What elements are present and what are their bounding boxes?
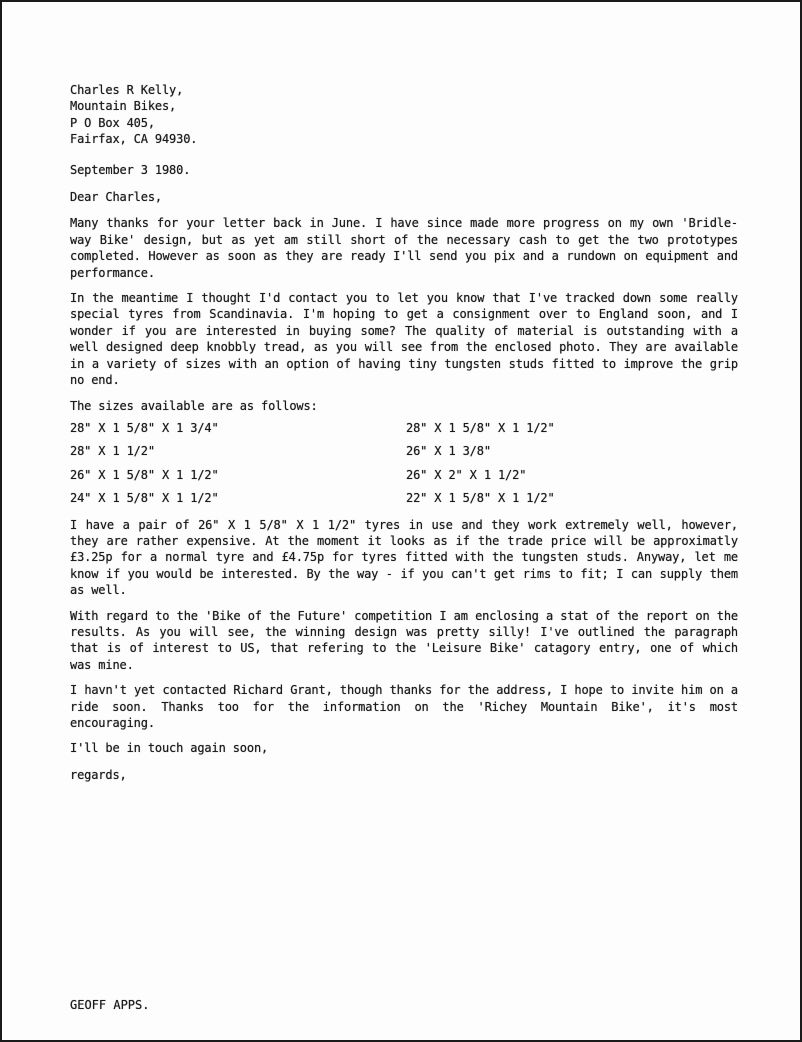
size-item: 24" X 1 5/8" X 1 1/2" xyxy=(70,491,219,506)
paragraph-competition: With regard to the 'Bike of the Future' competition I am enclosing a stat of the report on the results. As you will see, the winning design was pretty silly! I've outlined the paragraph that is of interest to US, that refering to the 'Leisure Bike' catagory entry, one of which was mine. xyxy=(70,608,738,672)
letter-date: September 3 1980. xyxy=(70,162,191,177)
paragraph-tyres: In the meantime I thought I'd contact you to let you know that I've tracked down some really special tyres from Scandinavia. I'm hoping to get a consignment over to England soon, and I wonder if you are interested in buying some? The quality of material is outstanding with a well designed deep knobbly tread, as you will see from the enclosed photo. They are available in a variety of sizes with an option of having tiny tungsten studs fitted to improve the grip no end. xyxy=(70,291,738,388)
size-item: 22" X 1 5/8" X 1 1/2" xyxy=(406,491,555,506)
recipient-company: Mountain Bikes, xyxy=(70,99,177,114)
size-item: 26" X 2" X 1 1/2" xyxy=(406,467,527,482)
paragraph-intro: Many thanks for your letter back in June. I have since made more progress on my own 'Bridle-way Bike' design, but as yet am still short of the necessary cash to get the two prototypes completed. However as soon as they are ready I'll send you pix and a rundown on equipment and performance. xyxy=(70,216,738,280)
recipient-address xyxy=(70,82,738,148)
size-item: 26" X 1 3/8" xyxy=(406,444,491,459)
recipient-po-box: P O Box 405, xyxy=(70,115,155,130)
size-item: 28" X 1 5/8" X 1 3/4" xyxy=(70,420,219,435)
size-item: 28" X 1 1/2" xyxy=(70,444,155,459)
sizes-list xyxy=(70,420,738,507)
closing-line: I'll be in touch again soon, xyxy=(70,741,269,756)
paragraph-contacts: I havn't yet contacted Richard Grant, though thanks for the address, I hope to invite him on a ride soon. Thanks too for the information on the 'Richey Mountain Bike', it's most encouraging. xyxy=(70,683,738,730)
recipient-name: Charles R Kelly, xyxy=(70,83,184,97)
size-item: 26" X 1 5/8" X 1 1/2" xyxy=(70,467,219,482)
regards-line: regards, xyxy=(70,767,127,782)
size-item: 28" X 1 5/8" X 1 1/2" xyxy=(406,420,555,435)
salutation: Dear Charles, xyxy=(70,190,162,205)
letter-body xyxy=(70,82,738,783)
sizes-intro: The sizes available are as follows: xyxy=(70,398,318,413)
recipient-city: Fairfax, CA 94930. xyxy=(70,132,198,147)
signature: GEOFF APPS. xyxy=(70,998,150,1012)
paragraph-pricing: I have a pair of 26" X 1 5/8" X 1 1/2" tyres in use and they work extremely well, however, they are rather expensive. At the moment it looks as if the trade price will be approximatly £3.25p for a normal tyre and £4.75p for tyres fitted with the tungsten studs. Anyway, let me know if you would be interested. By the way - if you can't get rims to fit; I can supply them as well. xyxy=(70,517,738,598)
